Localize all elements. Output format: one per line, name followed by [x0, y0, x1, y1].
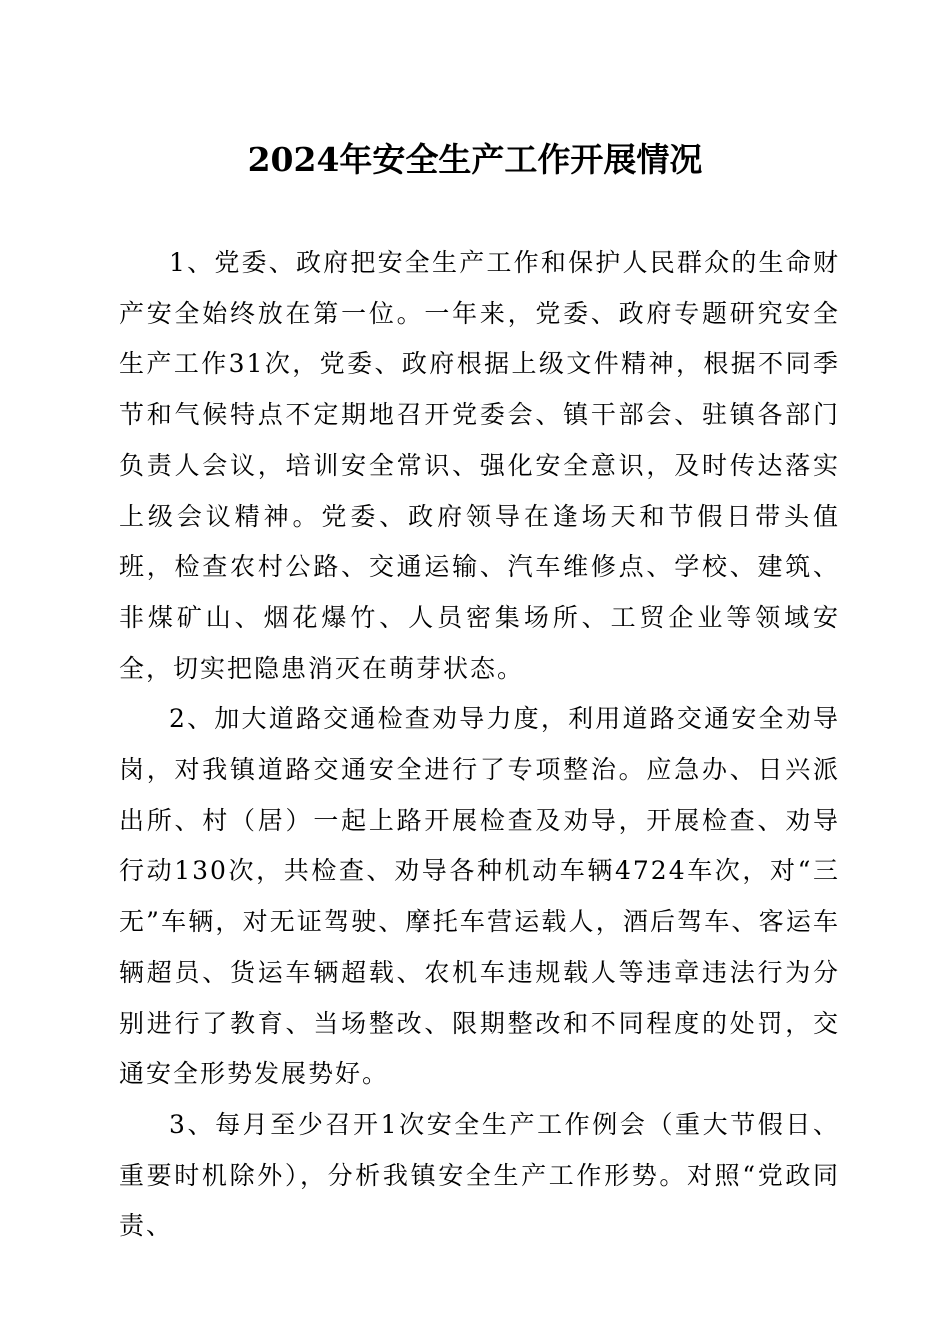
- document-title: 2024年安全生产工作开展情况: [247, 140, 703, 179]
- paragraph-1: 1、党委、政府把安全生产工作和保护人民群众的生命财产安全始终放在第一位。一年来，党委、政府专题研究安全生产工作31次，党委、政府根据上级文件精神，根据不同季节和气候特点不定期地召开党委会、镇干部会、驻镇各部门负责人会议，培训安全常识、强化安全意识，及时传达落实上级会议精神。党委、政府领导在逢场天和节假日带头值班，检查农村公路、交通运输、汽车维修点、学校、建筑、非煤矿山、烟花爆竹、人员密集场所、工贸企业等领域安全，切实把隐患消灭在萌芽状态。: [119, 248, 840, 683]
- paragraph-3: 3、每月至少召开1次安全生产工作例会（重大节假日、重要时机除外），分析我镇安全生产工作形势。对照“党政同责、: [119, 1109, 840, 1241]
- paragraph-2: 2、加大道路交通检查劝导力度，利用道路交通安全劝导岗，对我镇道路交通安全进行了专项整治。应急办、日兴派出所、村（居）一起上路开展检查及劝导，开展检查、劝导行动130次，共检查、劝导各种机动车辆4724车次，对“三无”车辆，对无证驾驶、摩托车营运载人，酒后驾车、客运车辆超员、货运车辆超载、农机车违规载人等违章违法行为分别进行了教育、当场整改、限期整改和不同程度的处罚，交通安全形势发展势好。: [119, 704, 840, 1089]
- document-body: [119, 238, 840, 1252]
